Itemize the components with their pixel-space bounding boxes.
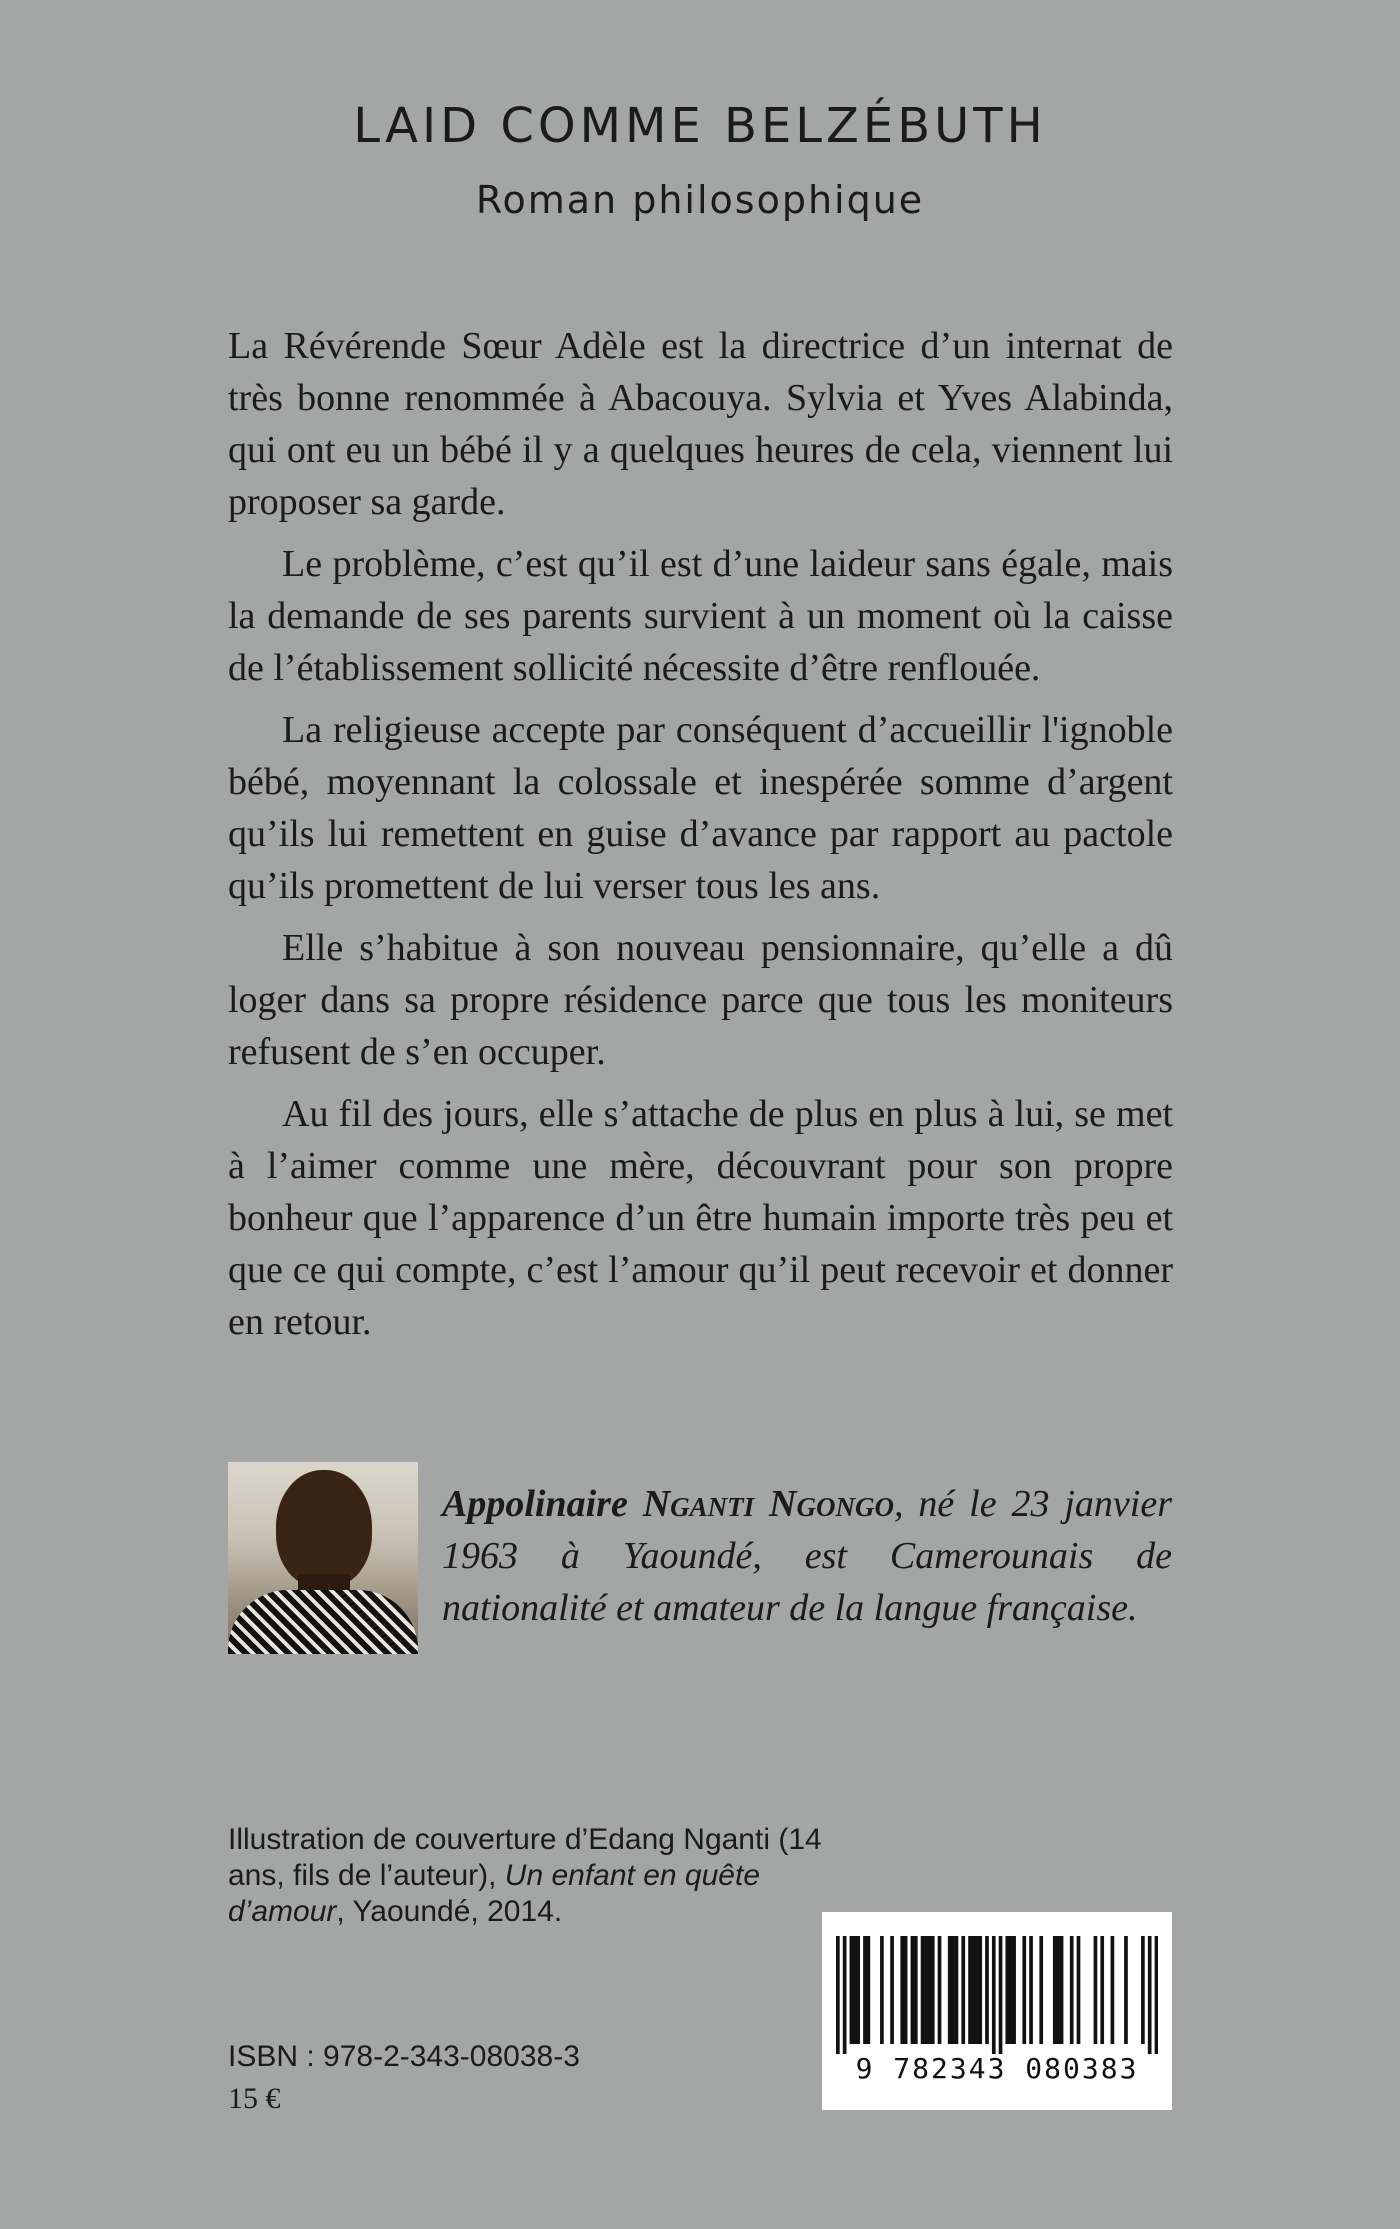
author-bio-text: , né le 23 janvier 1963 à Yaoundé, est Camerounais de nationalité et amateur de la langue française. (442, 1483, 1172, 1629)
barcode-bar (1005, 1936, 1009, 2044)
author-bio (442, 1478, 1172, 1634)
barcode-bar (948, 1936, 952, 2044)
barcode-bar (843, 1936, 847, 2054)
barcode-bar (968, 1936, 972, 2044)
summary-paragraph: La religieuse accepte par conséquent d’accueillir l'ignoble bébé, moyennant la colossale et inespérée somme d’argent qu’ils lui remettent en guise d’avance par rapport au pactole qu’ils promettent de lui verser tous les ans. (228, 709, 1173, 907)
barcode-bar (961, 1936, 965, 2044)
author-photo (228, 1462, 418, 1654)
barcode-bar (850, 1936, 854, 2044)
barcode-bar (992, 1936, 996, 2054)
barcode-bar (900, 1936, 904, 2044)
summary-paragraph: Au fil des jours, elle s’attache de plus en plus à lui, se met à l’aimer comme une mère, découvrant pour son propre bonheur que l’apparence d’un être humain importe très peu et que ce qui compte, c’est l’amour qu’il peut recevoir et donner en retour. (228, 1093, 1173, 1343)
summary-paragraph: Elle s’habitue à son nouveau pensionnaire, qu’elle a dû loger dans sa propre résidence parce que tous les moniteurs refusent de s’en occuper. (228, 927, 1173, 1073)
summary-paragraph: La Révérende Sœur Adèle est la directrice d’un internat de très bonne renommée à Abacouya. Sylvia et Yves Alabinda, qui ont eu un bébé il y a quelques heures de cela, viennent lui proposer sa garde. (228, 325, 1173, 523)
barcode-bar (972, 1936, 976, 2044)
barcode-bar (1141, 1936, 1145, 2044)
barcode-bar (938, 1936, 942, 2044)
barcode-bar (1056, 1936, 1060, 2044)
barcode-bar (1009, 1936, 1013, 2044)
author-photo-shirt (228, 1590, 418, 1654)
barcode-bar (1012, 1936, 1016, 2044)
barcode-bar (867, 1936, 871, 2044)
barcode-bar (978, 1936, 982, 2044)
illustration-work-title: Un enfant en quête d’amour (228, 1859, 761, 1928)
barcode-bar (1124, 1936, 1128, 2044)
barcode-bar (853, 1936, 857, 2044)
barcode-bar (836, 1936, 840, 2054)
barcode-bar (975, 1936, 979, 2044)
barcode-bar (955, 1936, 959, 2044)
isbn: ISBN : 978-2-343-08038-3 (228, 2040, 580, 2073)
price: 15 € (228, 2082, 281, 2115)
barcode-bar (921, 1936, 925, 2044)
illustration-credit (228, 1822, 868, 1930)
barcode-bar (931, 1936, 935, 2044)
barcode-bar (1148, 1936, 1152, 2054)
barcode-bar (999, 1936, 1003, 2054)
barcode-bar (890, 1936, 894, 2044)
barcode-bar (1077, 1936, 1081, 2044)
barcode-bar (1029, 1936, 1033, 2044)
barcode-bar (1053, 1936, 1057, 2044)
barcode-bar (880, 1936, 884, 2044)
book-subtitle: Roman philosophique (475, 178, 925, 222)
barcode (822, 1912, 1172, 2110)
barcode-bars (836, 1936, 1158, 2054)
author-last-name: Nganti Ngongo (642, 1483, 894, 1525)
barcode-digits: 9 782343 080383 (855, 2052, 1139, 2085)
barcode-bar (856, 1936, 860, 2044)
barcode-bar (1070, 1936, 1074, 2044)
barcode-bar (1060, 1936, 1064, 2044)
illustration-credit-prefix: Illustration de couverture d’Edang Nganti (14 ans, fils de l’auteur), (228, 1823, 822, 1892)
barcode-bar (928, 1936, 932, 2044)
summary-paragraph: Le problème, c’est qu’il est d’une laideur sans égale, mais la demande de ses parents survient à un moment où la caisse de l’établissement sollicité nécessite d’être renflouée. (228, 543, 1173, 689)
barcode-bar (985, 1936, 989, 2044)
barcode-bar (1155, 1936, 1158, 2054)
book-title: LAID COMME BELZÉBUTH (353, 98, 1047, 154)
barcode-bar (1111, 1936, 1115, 2044)
barcode-bar (1039, 1936, 1043, 2044)
barcode-bar (914, 1936, 918, 2044)
author-photo-head (276, 1470, 372, 1588)
barcode-bar (951, 1936, 955, 2044)
barcode-bar (1022, 1936, 1026, 2044)
barcode-bar (904, 1936, 908, 2044)
barcode-bar (1094, 1936, 1098, 2044)
barcode-bar (924, 1936, 928, 2044)
back-cover-summary (228, 320, 1173, 1358)
barcode-bar (911, 1936, 915, 2044)
barcode-bar (863, 1936, 867, 2044)
barcode-bar (1100, 1936, 1104, 2044)
author-first-name: Appolinaire (442, 1483, 628, 1525)
illustration-credit-suffix: , Yaoundé, 2014. (336, 1895, 563, 1928)
